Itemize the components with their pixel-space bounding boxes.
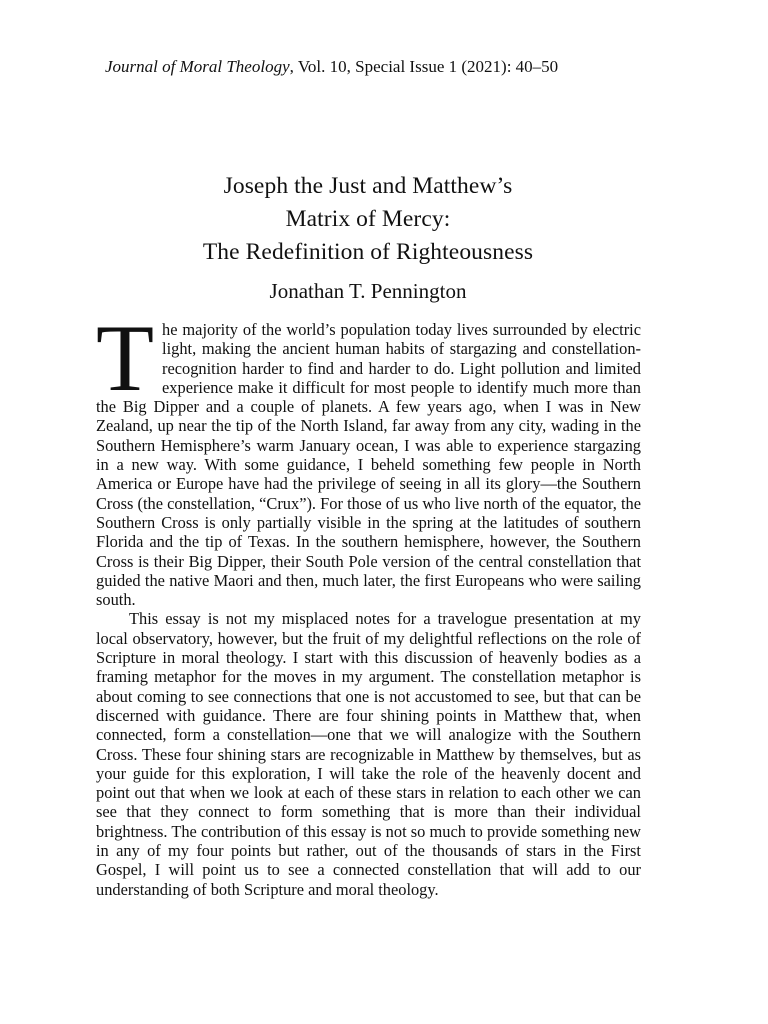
title-line-2: Matrix of Mercy: [285, 206, 451, 232]
article-body [96, 305, 641, 899]
article-title [96, 170, 640, 269]
paragraph-2 [96, 609, 641, 898]
citation-details: , Vol. 10, Special Issue 1 (2021): 40–50 [289, 57, 559, 76]
running-head [105, 56, 558, 78]
paragraph-1 [96, 305, 641, 610]
paragraph-2-text: This essay is not my misplaced notes for a travelogue presentation at my local observatory, however, but the fruit of my delightful reflections on the role of Scripture in moral theology. I start with this discussion of heavenly bodies as a framing metaphor for the moves in my argument. The constellation metaphor is about coming to see connections that one is not accustomed to see, but that can be discerned with guidance. There are four shining points in Matthew that, when connected, form a constellation—one that we will analogize with the Southern Cross. These four shining stars are recognizable in Matthew by themselves, but as your guide for this exploration, I will take the role of the heavenly docent and point out that when we look at each of these stars in relation to each other we can see that they connect to form something that is more than their individual brightness. The contribution of this essay is not so much to provide something new in any of my four points but rather, out of the thousands of stars in the First Gospel, I will point us to see a connected constellation that will add to our understanding of both Scripture and moral theology. [96, 609, 641, 899]
title-line-1: Joseph the Just and Matthew’s [223, 173, 513, 199]
title-line-3: The Redefinition of Righteousness [202, 239, 534, 265]
drop-cap: T [96, 305, 155, 411]
paragraph-1-text: he majority of the world’s population today lives surrounded by electric light, making the ancient human habits of stargazing and constellation-recognition harder to find and harder to do. Light pollution and limited experience make it difficult for most people to identify much more than the Big Dipper and a couple of planets. A few years ago, when I was in New Zealand, up near the tip of the North Island, far away from any city, wading in the Southern Hemisphere’s warm January ocean, I was able to experience stargazing in a new way. With some guidance, I beheld something few people in North America or Europe have had the privilege of seeing in all its glory—the Southern Cross (the constellation, “Crux”). For those of us who live north of the equator, the Southern Cross is only partially visible in the spring at the latitudes of southern Florida and the tip of Texas. In the southern hemisphere, however, the Southern Cross is their Big Dipper, their South Pole version of the central constellation that guided the native Maori and then, much later, the first Europeans who were sailing south. [96, 320, 641, 610]
journal-name: Journal of Moral Theology [105, 57, 290, 76]
author-name: Jonathan T. Pennington [269, 279, 467, 303]
